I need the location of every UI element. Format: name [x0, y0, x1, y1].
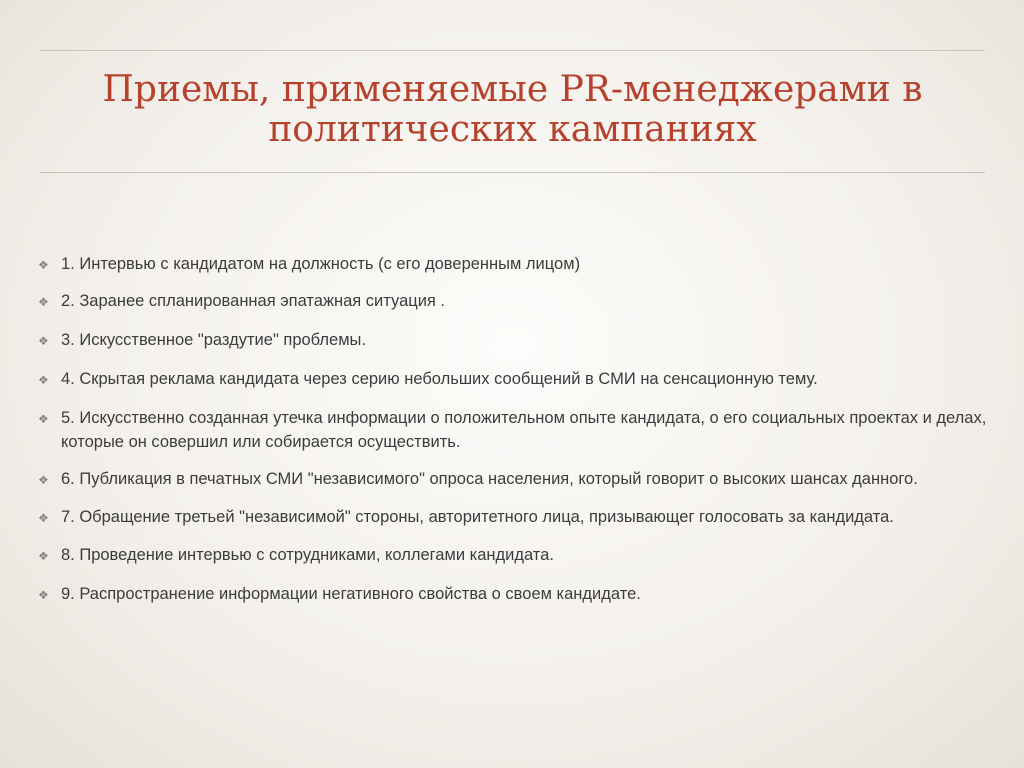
four-petal-flower-icon: ❖ — [38, 549, 49, 563]
four-petal-flower-icon: ❖ — [38, 511, 49, 525]
four-petal-flower-icon: ❖ — [38, 334, 49, 348]
four-petal-flower-icon: ❖ — [38, 295, 49, 309]
four-petal-flower-icon: ❖ — [38, 412, 49, 426]
bullet-item-7 — [38, 505, 988, 530]
four-petal-flower-icon: ❖ — [38, 588, 49, 602]
bullet-text: 1. Интервью с кандидатом на должность (с его доверенным лицом) — [61, 255, 581, 273]
title-top-rule — [40, 50, 985, 51]
bullet-text: 5. Искусственно созданная утечка информации о положительном опыте кандидата, о его социальных проектах и делах, которые он совершил или собирается осуществить. — [61, 409, 987, 451]
four-petal-flower-icon: ❖ — [38, 258, 49, 272]
bullet-item-2 — [38, 289, 988, 314]
bullet-item-9 — [38, 582, 988, 607]
bullet-text: 4. Скрытая реклама кандидата через серию небольших сообщений в СМИ на сенсационную тему. — [61, 370, 818, 388]
four-petal-flower-icon: ❖ — [38, 373, 49, 387]
bullet-text: 6. Публикация в печатных СМИ "независимого" опроса населения, который говорит о высоких шансах данного. — [61, 470, 918, 488]
bullet-item-1 — [38, 252, 988, 277]
bullet-item-6 — [38, 467, 988, 492]
title-bottom-rule — [40, 172, 985, 173]
bullet-item-4 — [38, 367, 988, 392]
bullet-text: 8. Проведение интервью с сотрудниками, коллегами кандидата. — [61, 546, 554, 564]
bullet-text: 7. Обращение третьей "независимой" стороны, авторитетного лица, призывающег голосовать за кандидата. — [61, 508, 894, 526]
bullet-list — [38, 252, 988, 607]
slide-title: Приемы, применяемые PR-менеджерами в политических кампаниях — [102, 69, 923, 150]
bullet-item-8 — [38, 543, 988, 568]
bullet-text: 3. Искусственное "раздутие" проблемы. — [61, 331, 366, 349]
bullet-item-5 — [38, 406, 988, 454]
bullet-text: 2. Заранее спланированная эпатажная ситуация . — [61, 292, 446, 310]
bullet-item-3 — [38, 328, 988, 353]
four-petal-flower-icon: ❖ — [38, 473, 49, 487]
bullet-text: 9. Распространение информации негативного свойства о своем кандидате. — [61, 585, 641, 603]
